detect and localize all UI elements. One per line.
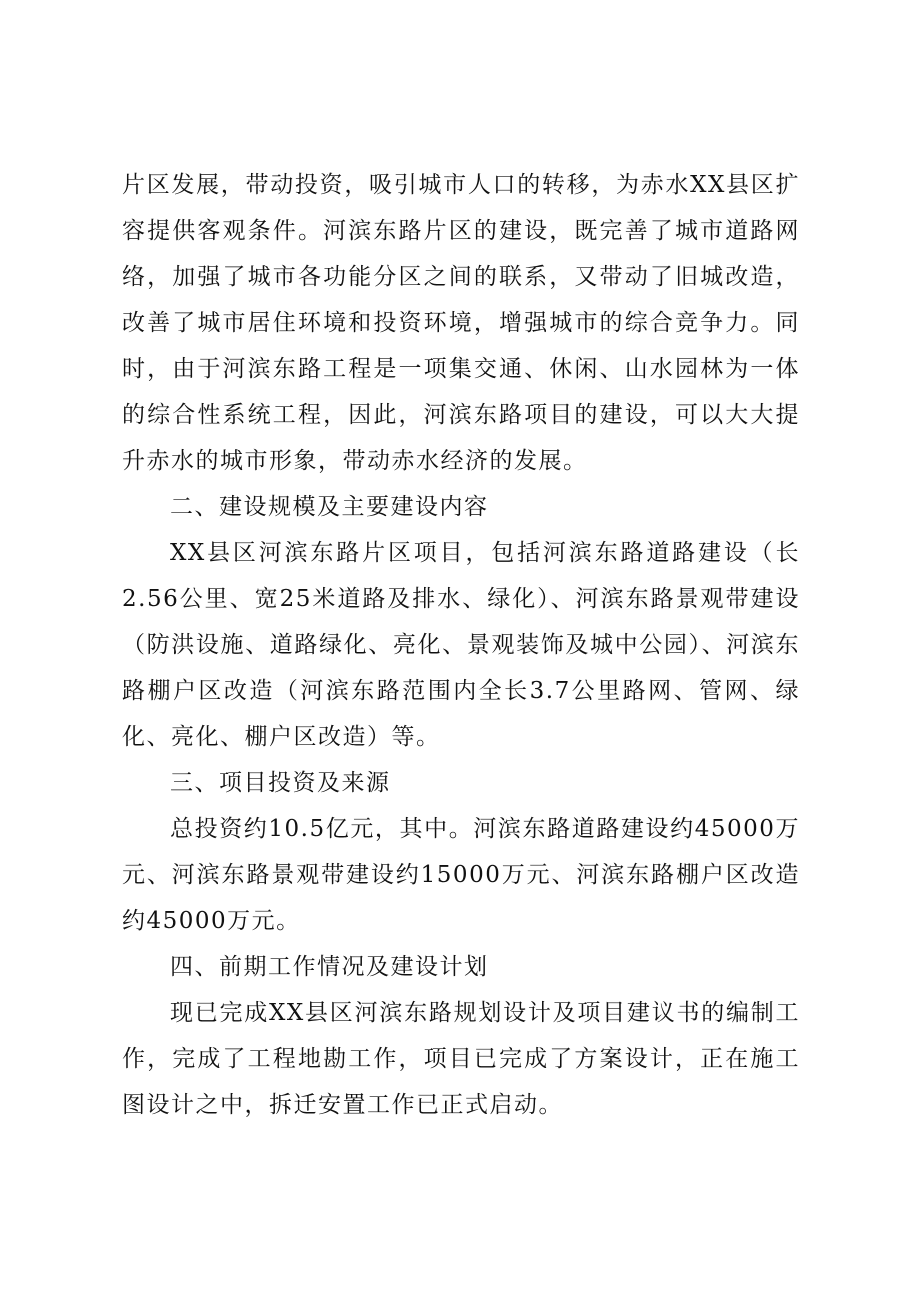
paragraph-project-significance: 片区发展，带动投资，吸引城市人口的转移，为赤水XX县区扩容提供客观条件。河滨东路片区的建设，既完善了城市道路网络，加强了城市各功能分区之间的联系，又带动了旧城改造，改善了城市居住环境和投资环境，增强城市的综合竞争力。同时，由于河滨东路工程是一项集交通、休闲、山水园林为一体的综合性系统工程，因此，河滨东路项目的建设，可以大大提升赤水的城市形象，带动赤水经济的发展。 (122, 172, 800, 474)
paragraph-construction-content: XX县区河滨东路片区项目，包括河滨东路道路建设（长2.56公里、宽25米道路及排水、绿化）、河滨东路景观带建设（防洪设施、道路绿化、亮化、景观装饰及城中公园）、河滨东路棚户区改造（河滨东路范围内全长3.7公里路网、管网、绿化、亮化、棚户区改造）等。 (122, 540, 800, 750)
section-heading-investment: 三、项目投资及来源 (170, 770, 391, 796)
paragraph-preliminary-work: 现已完成XX县区河滨东路规划设计及项目建议书的编制工作，完成了工程地勘工作，项目已完成了方案设计，正在施工图设计之中，拆迁安置工作已正式启动。 (122, 1000, 800, 1118)
section-heading-scale: 二、建设规模及主要建设内容 (170, 494, 489, 520)
section-heading-preliminary-work: 四、前期工作情况及建设计划 (170, 954, 489, 980)
paragraph-investment: 总投资约10.5亿元，其中。河滨东路道路建设约45000万元、河滨东路景观带建设约15000万元、河滨东路棚户区改造约45000万元。 (122, 816, 800, 934)
document-body (122, 162, 800, 1128)
